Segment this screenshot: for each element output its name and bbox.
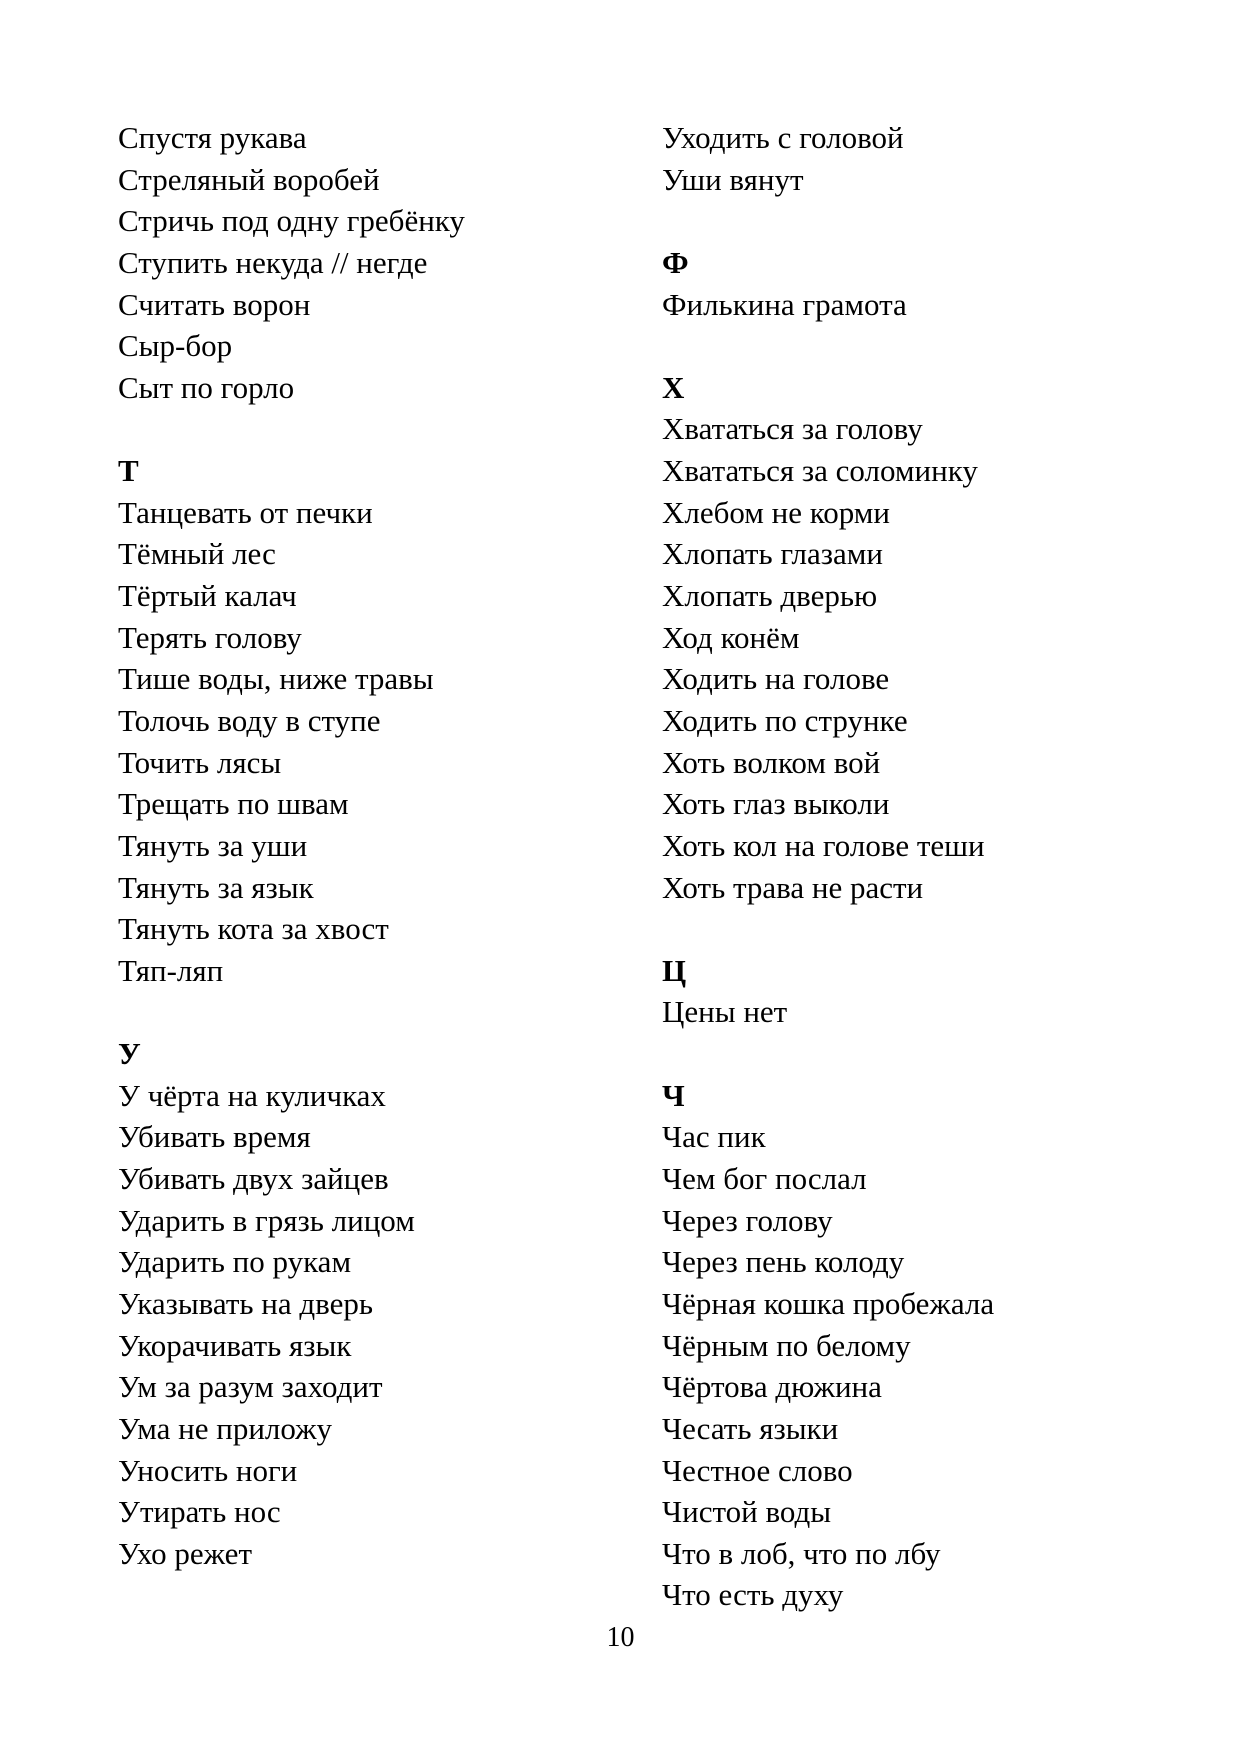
section-gap <box>118 408 638 450</box>
section-gap <box>662 325 1222 367</box>
section-letter-h: Х <box>662 369 685 405</box>
idiom-entry: Тёртый калач <box>118 578 297 614</box>
section-gap <box>118 991 638 1033</box>
idiom-entry: Ум за разум заходит <box>118 1369 383 1405</box>
idiom-entry: Спустя рукава <box>118 120 307 155</box>
idiom-entry: Уши вянут <box>662 161 804 197</box>
idiom-entry: Считать ворон <box>118 286 311 322</box>
idiom-entry: Стреляный воробей <box>118 161 380 197</box>
idiom-entry: Чёрная кошка пробежала <box>662 1285 995 1321</box>
idiom-entry: Стричь под одну гребёнку <box>118 203 465 239</box>
idiom-entry: Точить лясы <box>118 744 282 780</box>
idiom-entry: Тянуть за язык <box>118 869 314 905</box>
idiom-entry: Уходить с головой <box>662 120 904 155</box>
idiom-entry: Ступить некуда // негде <box>118 244 428 280</box>
idiom-entry: Хвататься за соломинку <box>662 453 978 489</box>
idiom-entry: Что есть духу <box>662 1577 844 1613</box>
idiom-entry: Тяп-ляп <box>118 952 224 988</box>
idiom-entry: У чёрта на куличках <box>118 1077 386 1113</box>
section-gap <box>662 908 1222 950</box>
idiom-entry: Убивать время <box>118 1119 311 1155</box>
section-letter-t: Т <box>118 453 139 489</box>
idiom-entry: Чем бог послал <box>662 1161 867 1197</box>
section-gap <box>662 200 1222 242</box>
right-column <box>662 117 1222 1616</box>
idiom-entry: Чесать языки <box>662 1410 839 1446</box>
idiom-entry: Тянуть за уши <box>118 827 308 863</box>
idiom-entry: Хлебом не корми <box>662 494 890 530</box>
section-letter-ts: Ц <box>662 952 687 988</box>
idiom-entry: Тёмный лес <box>118 536 276 572</box>
idiom-entry: Через голову <box>662 1202 833 1238</box>
idiom-entry: Трещать по швам <box>118 786 349 822</box>
idiom-entry: Что в лоб, что по лбу <box>662 1535 941 1571</box>
idiom-entry: Хоть трава не расти <box>662 869 924 905</box>
section-letter-f: Ф <box>662 244 689 280</box>
left-column <box>118 117 638 1574</box>
idiom-entry: Ход конём <box>662 619 800 655</box>
idiom-entry: Терять голову <box>118 619 302 655</box>
idiom-entry: Хлопать дверью <box>662 578 878 614</box>
idiom-entry: Тише воды, ниже травы <box>118 661 434 697</box>
idiom-entry: Чёрным по белому <box>662 1327 911 1363</box>
idiom-entry: Танцевать от печки <box>118 494 373 530</box>
idiom-entry: Уносить ноги <box>118 1452 298 1488</box>
section-letter-ch: Ч <box>662 1077 685 1113</box>
idiom-entry: Утирать нос <box>118 1494 281 1530</box>
idiom-entry: Ума не приложу <box>118 1410 333 1446</box>
section-letter-u: У <box>118 1036 141 1072</box>
idiom-entry: Ходить по струнке <box>662 702 908 738</box>
idiom-entry: Сыт по горло <box>118 369 295 405</box>
idiom-entry: Ударить в грязь лицом <box>118 1202 415 1238</box>
page-number: 10 <box>606 1622 635 1653</box>
idiom-entry: Укорачивать язык <box>118 1327 352 1363</box>
idiom-entry: Филькина грамота <box>662 286 907 322</box>
idiom-entry: Убивать двух зайцев <box>118 1161 389 1197</box>
idiom-entry: Хвататься за голову <box>662 411 923 447</box>
idiom-entry: Хоть кол на голове теши <box>662 827 985 863</box>
idiom-entry: Честное слово <box>662 1452 853 1488</box>
idiom-entry: Ходить на голове <box>662 661 890 697</box>
idiom-entry: Толочь воду в ступе <box>118 702 381 738</box>
idiom-entry: Хоть глаз выколи <box>662 786 890 822</box>
idiom-entry: Ударить по рукам <box>118 1244 352 1280</box>
idiom-entry: Чистой воды <box>662 1494 832 1530</box>
idiom-entry: Цены нет <box>662 994 788 1030</box>
idiom-entry: Чёртова дюжина <box>662 1369 882 1405</box>
idiom-entry: Хоть волком вой <box>662 744 881 780</box>
idiom-entry: Ухо режет <box>118 1535 252 1571</box>
idiom-entry: Сыр-бор <box>118 328 233 364</box>
idiom-entry: Тянуть кота за хвост <box>118 911 389 947</box>
idiom-entry: Через пень колоду <box>662 1244 905 1280</box>
section-gap <box>662 1033 1222 1075</box>
idiom-entry: Час пик <box>662 1119 766 1155</box>
idiom-entry: Хлопать глазами <box>662 536 883 572</box>
idiom-entry: Указывать на дверь <box>118 1285 373 1321</box>
